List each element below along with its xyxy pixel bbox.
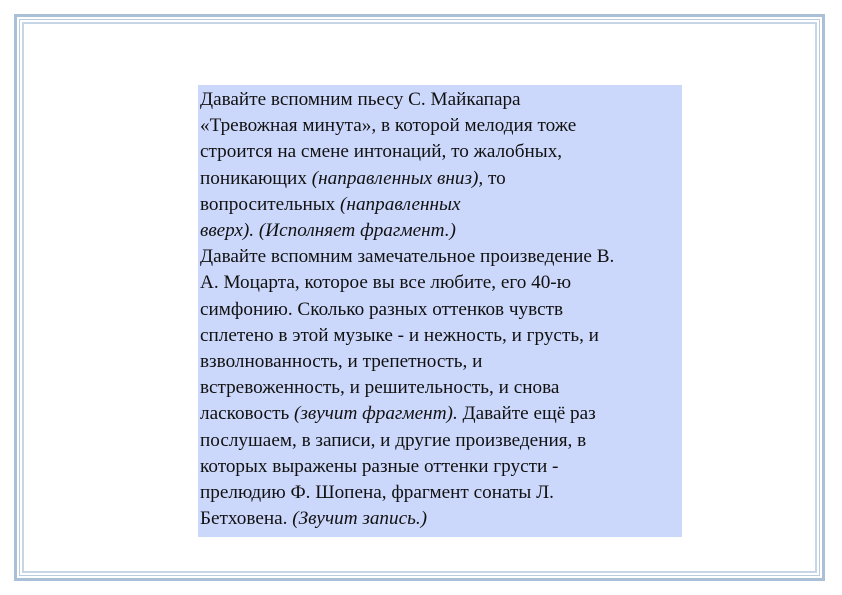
- italic-text-segment: (направленных: [340, 193, 461, 215]
- text-line: [200, 218, 680, 244]
- text-segment: сплетено в этой музыке - и нежность, и грусть, и: [200, 324, 599, 346]
- text-segment: вопросительных: [200, 193, 341, 215]
- text-line: [200, 244, 680, 270]
- italic-text-segment: вверх). (Исполняет фрагмент.): [200, 220, 456, 242]
- italic-text-segment: (Звучит запись.): [292, 508, 428, 530]
- text-line: [200, 506, 680, 532]
- text-segment: Давайте вспомним пьесу С. Майкапара: [200, 89, 521, 110]
- text-line: [200, 454, 680, 480]
- text-segment: ласковость: [200, 403, 294, 425]
- text-segment: «Тревожная минута», в которой мелодия тоже: [200, 115, 577, 137]
- text-line: [200, 113, 680, 139]
- text-segment: поникающих: [200, 167, 312, 189]
- text-line: [200, 166, 680, 192]
- text-line: [200, 480, 680, 506]
- text-line: [200, 375, 680, 401]
- text-segment: строится на смене интонаций, то жалобных,: [200, 141, 563, 163]
- text-segment: Бетховена.: [200, 508, 293, 530]
- text-line: [200, 297, 680, 323]
- text-segment: взволнованность, и трепетность, и: [200, 351, 483, 373]
- text-segment: прелюдию Ф. Шопена, фрагмент сонаты Л.: [200, 482, 554, 504]
- text-segment: симфонию. Сколько разных оттенков чувств: [200, 298, 564, 320]
- text-line: [200, 349, 680, 375]
- text-line: [200, 87, 680, 113]
- text-line: [200, 401, 680, 427]
- text-line: [200, 270, 680, 296]
- text-segment: то: [483, 167, 506, 189]
- text-line: [200, 139, 680, 165]
- text-segment: А. Моцарта, которое вы все любите, его 40-ю: [200, 272, 572, 294]
- text-line: [200, 323, 680, 349]
- text-line: [200, 192, 680, 218]
- italic-text-segment: (направленных вниз),: [311, 167, 484, 189]
- text-line: [200, 428, 680, 454]
- text-box: [198, 85, 682, 537]
- text-segment: встревоженность, и решительность, и снова: [200, 377, 560, 399]
- italic-text-segment: (звучит фрагмент).: [294, 403, 458, 425]
- text-segment: послушаем, в записи, и другие произведения, в: [200, 429, 587, 451]
- text-segment: Давайте ещё раз: [457, 403, 596, 425]
- text-segment: Давайте вспомним замечательное произведение В.: [200, 246, 615, 268]
- text-segment: которых выражены разные оттенки грусти -: [200, 455, 559, 477]
